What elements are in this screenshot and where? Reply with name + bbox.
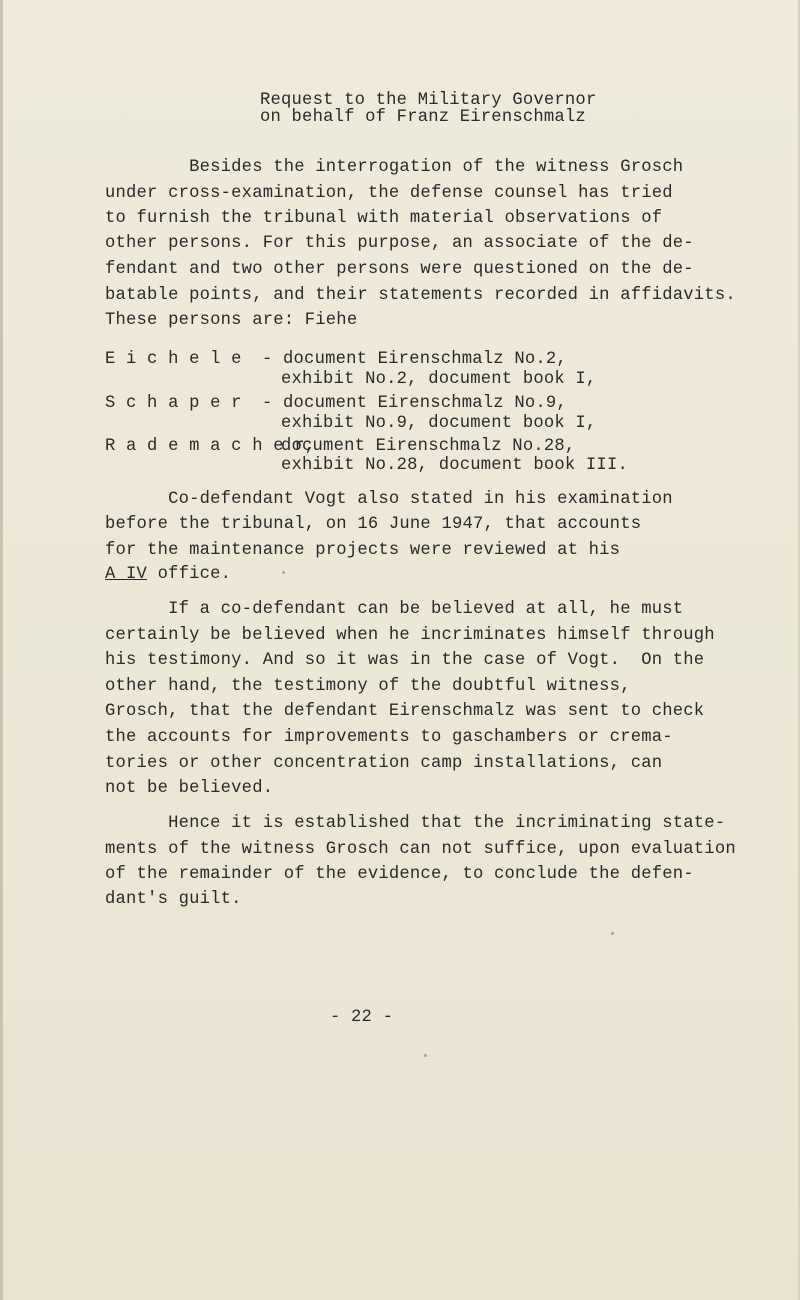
title-line-2: on behalf of Franz Eirenschmalz [260,108,586,127]
paragraph-line: of the remainder of the evidence, to conclude the defen- [105,865,694,884]
paragraph-line: tories or other concentration camp installations, can [105,754,663,773]
office-designation: A IV [105,565,148,584]
witness-reference: - document Eirenschmalz No.2, [262,350,567,369]
paragraph-line: the accounts for improvements to gaschambers or crema- [105,728,673,747]
paragraph-line: Besides the interrogation of the witness Grosch [105,158,684,177]
witness-reference: exhibit No.28, document book III. [281,456,628,475]
paragraph-line: other hand, the testimony of the doubtful witness, [105,677,631,696]
paragraph-line: Grosch, that the defendant Eirenschmalz was sent to check [105,702,705,721]
paragraph-line: dant's guilt. [105,890,242,909]
witness-reference: - document Eirenschmalz No.9, [262,394,567,413]
paragraph-line: under cross-examination, the defense counsel has tried [105,184,673,203]
paper-speck [282,571,285,574]
paragraph-line: to furnish the tribunal with material observations of [105,209,663,228]
paragraph-line: ments of the witness Grosch can not suffice, upon evaluation [105,840,736,859]
witness-name: R a d e m a c h e r, [105,437,316,456]
witness-reference: exhibit No.2, document book I, [281,370,597,389]
paper-speck [611,932,614,935]
paragraph-line: other persons. For this purpose, an associate of the de- [105,234,694,253]
paragraph-line: batable points, and their statements recorded in affidavits. [105,286,736,305]
paragraph-line: before the tribunal, on 16 June 1947, that accounts [105,515,642,534]
paragraph-line: not be believed. [105,779,274,798]
paragraph-line: fendant and two other persons were questioned on the de- [105,260,694,279]
paragraph-line: certainly be believed when he incriminates himself through [105,626,715,645]
title-line-1: Request to the Military Governor [260,91,597,110]
paragraph-line [105,565,231,585]
witness-name: S c h a p e r [105,394,242,413]
paragraph-line: These persons are: Fiehe [105,311,358,330]
page-number: - 22 - [330,1008,394,1027]
paragraph-line: Hence it is established that the incriminating state- [105,814,726,833]
paragraph-line: Co-defendant Vogt also stated in his examination [105,490,673,509]
office-rest: office. [147,565,232,584]
paragraph-line: for the maintenance projects were reviewed at his [105,541,621,560]
paragraph-line: his testimony. And so it was in the case of Vogt. On the [105,651,705,670]
witness-reference: exhibit No.9, document book I, [281,414,597,433]
paper-speck [424,1054,427,1057]
paragraph-line: If a co-defendant can be believed at all, he must [105,600,684,619]
witness-reference: document Eirenschmalz No.28, [281,437,576,456]
witness-name: E i c h e l e [105,350,242,369]
